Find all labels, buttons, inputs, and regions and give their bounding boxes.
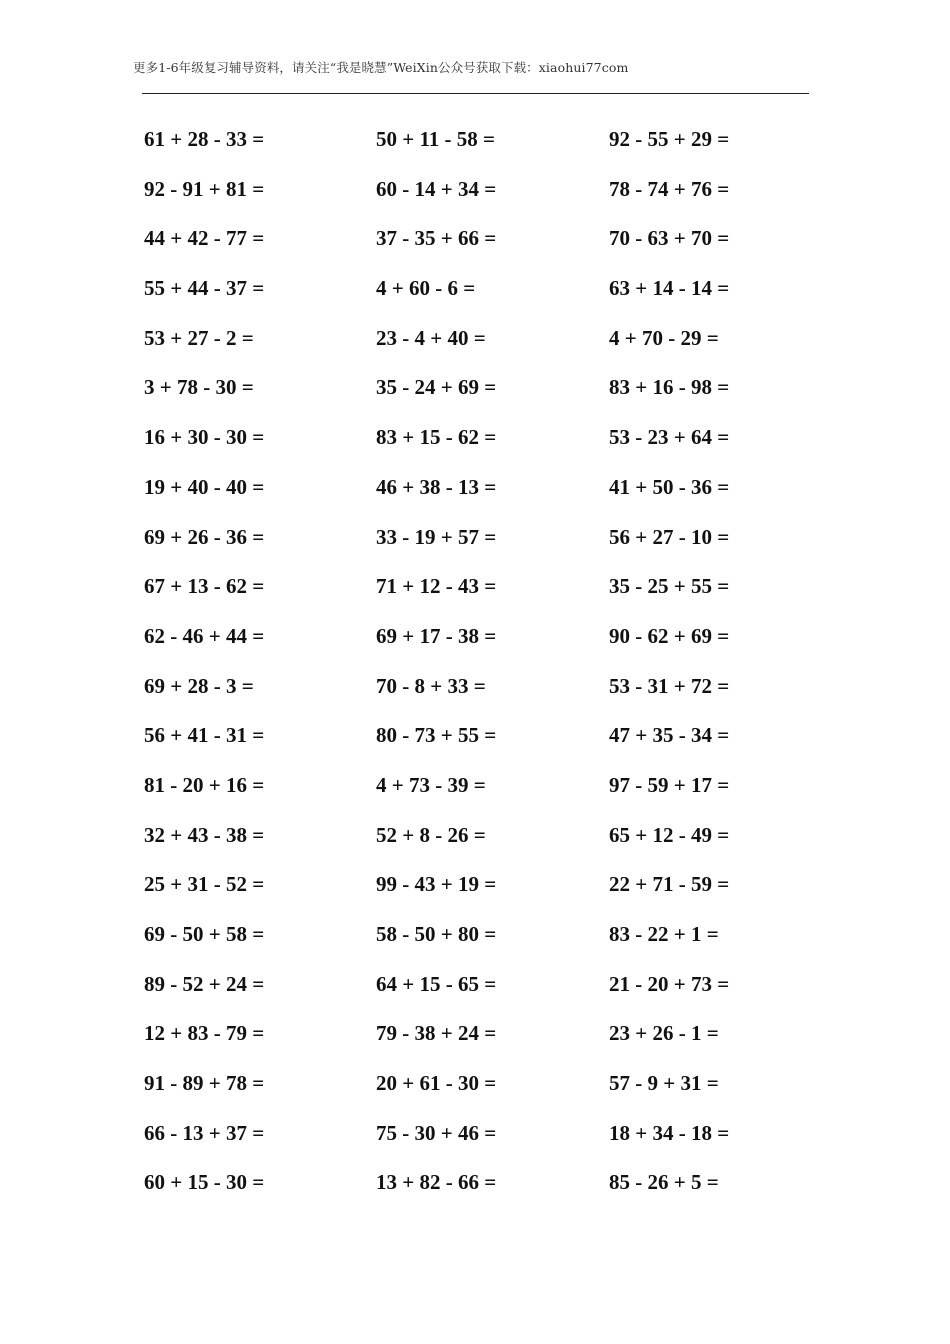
arithmetic-problem: 64 + 15 - 65 = xyxy=(376,971,497,996)
arithmetic-problem: 99 - 43 + 19 = xyxy=(376,872,497,897)
arithmetic-problem: 69 + 17 - 38 = xyxy=(376,623,497,648)
arithmetic-problem: 83 + 15 - 62 = xyxy=(376,425,497,450)
arithmetic-problem: 35 - 25 + 55 = xyxy=(609,574,730,599)
arithmetic-problem: 60 + 15 - 30 = xyxy=(144,1170,265,1195)
arithmetic-problem: 81 - 20 + 16 = xyxy=(144,772,265,797)
arithmetic-problem: 71 + 12 - 43 = xyxy=(376,574,497,599)
arithmetic-problem: 79 - 38 + 24 = xyxy=(376,1021,497,1046)
arithmetic-problem: 46 + 38 - 13 = xyxy=(376,474,497,499)
arithmetic-problem: 52 + 8 - 26 = xyxy=(376,822,486,847)
arithmetic-problem: 56 + 27 - 10 = xyxy=(609,524,730,549)
arithmetic-problem: 4 + 73 - 39 = xyxy=(376,772,486,797)
arithmetic-problem: 66 - 13 + 37 = xyxy=(144,1120,265,1145)
arithmetic-problem: 53 - 23 + 64 = xyxy=(609,425,730,450)
arithmetic-problem: 91 - 89 + 78 = xyxy=(144,1071,265,1096)
arithmetic-problem: 16 + 30 - 30 = xyxy=(144,425,265,450)
arithmetic-problem: 58 - 50 + 80 = xyxy=(376,922,497,946)
arithmetic-problem: 3 + 78 - 30 = xyxy=(144,375,254,400)
arithmetic-problem: 55 + 44 - 37 = xyxy=(144,276,265,301)
arithmetic-problem: 69 + 26 - 36 = xyxy=(144,524,265,549)
arithmetic-problem: 63 + 14 - 14 = xyxy=(609,276,730,301)
arithmetic-problem: 92 - 55 + 29 = xyxy=(609,127,730,151)
arithmetic-problem: 70 - 63 + 70 = xyxy=(609,226,730,251)
arithmetic-problem: 32 + 43 - 38 = xyxy=(144,822,265,847)
arithmetic-problem: 90 - 62 + 69 = xyxy=(609,623,730,648)
arithmetic-problem: 67 + 13 - 62 = xyxy=(144,574,265,599)
header-divider xyxy=(142,93,809,94)
arithmetic-problem: 53 - 31 + 72 = xyxy=(609,673,730,698)
arithmetic-problem: 23 - 4 + 40 = xyxy=(376,325,486,350)
arithmetic-problem: 62 - 46 + 44 = xyxy=(144,623,265,648)
arithmetic-problem: 60 - 14 + 34 = xyxy=(376,176,497,201)
arithmetic-problem: 89 - 52 + 24 = xyxy=(144,971,265,996)
arithmetic-problem: 20 + 61 - 30 = xyxy=(376,1071,497,1096)
arithmetic-problem: 80 - 73 + 55 = xyxy=(376,723,497,748)
arithmetic-problem: 22 + 71 - 59 = xyxy=(609,872,730,897)
arithmetic-problem: 83 - 22 + 1 = xyxy=(609,922,719,946)
arithmetic-problem: 69 + 28 - 3 = xyxy=(144,673,254,698)
arithmetic-problem: 44 + 42 - 77 = xyxy=(144,226,265,251)
arithmetic-problem: 35 - 24 + 69 = xyxy=(376,375,497,400)
arithmetic-problem: 85 - 26 + 5 = xyxy=(609,1170,719,1195)
arithmetic-problem: 33 - 19 + 57 = xyxy=(376,524,497,549)
arithmetic-problem: 25 + 31 - 52 = xyxy=(144,872,265,897)
arithmetic-problem: 70 - 8 + 33 = xyxy=(376,673,486,698)
arithmetic-problem: 4 + 60 - 6 = xyxy=(376,276,476,301)
arithmetic-problem: 12 + 83 - 79 = xyxy=(144,1021,265,1046)
arithmetic-problem: 18 + 34 - 18 = xyxy=(609,1120,730,1145)
arithmetic-problem: 47 + 35 - 34 = xyxy=(609,723,730,748)
arithmetic-problem: 41 + 50 - 36 = xyxy=(609,474,730,499)
arithmetic-problem: 56 + 41 - 31 = xyxy=(144,723,265,748)
arithmetic-problem: 65 + 12 - 49 = xyxy=(609,822,730,847)
arithmetic-problem: 53 + 27 - 2 = xyxy=(144,325,254,350)
arithmetic-problem: 75 - 30 + 46 = xyxy=(376,1120,497,1145)
arithmetic-problem: 97 - 59 + 17 = xyxy=(609,772,730,797)
arithmetic-problem: 4 + 70 - 29 = xyxy=(609,325,719,350)
arithmetic-problem: 61 + 28 - 33 = xyxy=(144,127,265,151)
arithmetic-problem: 23 + 26 - 1 = xyxy=(609,1021,719,1046)
arithmetic-problem: 69 - 50 + 58 = xyxy=(144,922,265,946)
arithmetic-problem: 19 + 40 - 40 = xyxy=(144,474,265,499)
arithmetic-problem: 83 + 16 - 98 = xyxy=(609,375,730,400)
arithmetic-problem: 50 + 11 - 58 = xyxy=(376,127,496,151)
arithmetic-problem: 21 - 20 + 73 = xyxy=(609,971,730,996)
arithmetic-problem: 57 - 9 + 31 = xyxy=(609,1071,719,1096)
arithmetic-problem: 13 + 82 - 66 = xyxy=(376,1170,497,1195)
arithmetic-problem: 78 - 74 + 76 = xyxy=(609,176,730,201)
arithmetic-problem: 92 - 91 + 81 = xyxy=(144,176,265,201)
arithmetic-problem: 37 - 35 + 66 = xyxy=(376,226,497,251)
page-header-text: 更多1-6年级复习辅导资料，请关注“我是晓慧”WeiXin公众号获取下载：xiaohui77com xyxy=(133,60,629,75)
